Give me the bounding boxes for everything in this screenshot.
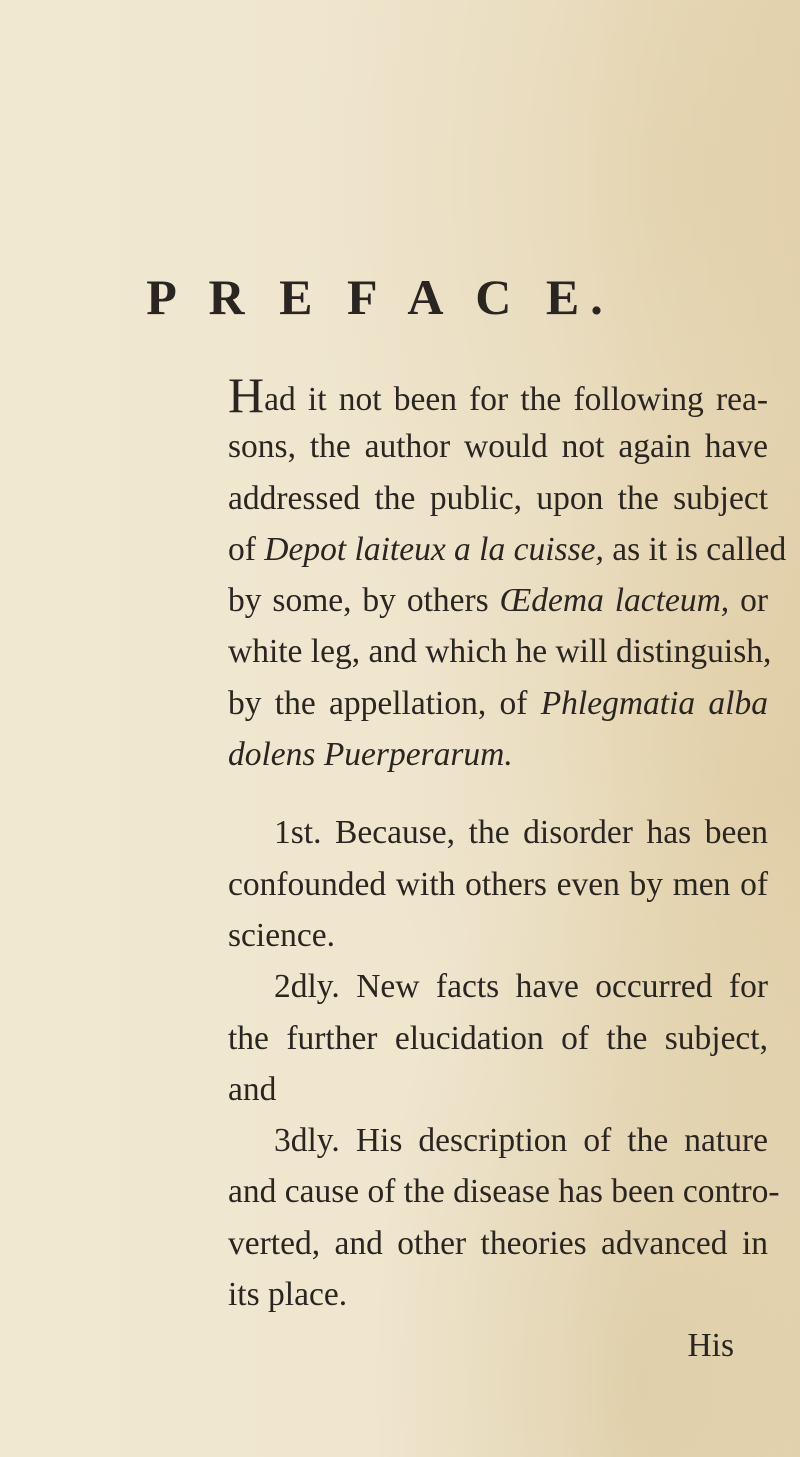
paragraph-gap [228,780,768,807]
text-line [228,729,768,780]
text-line: addressed the public, upon the subject [228,479,768,517]
paragraph-second-reason [228,961,768,1115]
text-line [228,678,768,729]
text-line: white leg, and which he will distinguish, [228,633,772,671]
drop-cap: H [228,367,265,423]
text-line: sons, the author would not again have [228,428,768,466]
text-line: confounded with others even by men of [228,865,768,903]
text-line [228,575,768,626]
italic-term: Œdema lacteum, [499,582,730,620]
paragraph-opening [228,367,787,780]
text-run: or [729,582,768,620]
text-line: 3dly. His description of the nature [274,1122,768,1160]
italic-term: Depot laiteux a la cuisse, [264,530,604,568]
italic-term: dolens Puerperarum. [228,736,513,774]
text-line [228,367,768,423]
text-line: verted, and other theories advanced in [228,1224,768,1262]
text-run: as it is called [603,530,787,568]
text-line: science. [228,916,335,954]
italic-term: Phlegmatia alba [540,684,768,722]
page-title: P R E F A C E. [146,269,614,325]
text-line [228,524,787,575]
catchword: His [687,1327,734,1365]
text-run: of [228,530,265,568]
text-line: its place. [228,1276,348,1314]
text-line: 2dly. New facts have occurred for [274,968,768,1006]
text-line: the further elucidation of the subject, [228,1019,768,1057]
text-line: and cause of the disease has been contro- [228,1173,780,1211]
text-line: 1st. Because, the disorder has been [274,814,768,852]
text-run: by some, by others [228,582,500,620]
paragraph-first-reason [228,807,768,961]
text-line: and [228,1070,277,1108]
paragraph-third-reason [228,1115,780,1320]
preface-body [228,367,787,1372]
text-run: ad it not been for the following rea- [264,381,768,418]
text-run: by the appellation, of [228,684,541,722]
